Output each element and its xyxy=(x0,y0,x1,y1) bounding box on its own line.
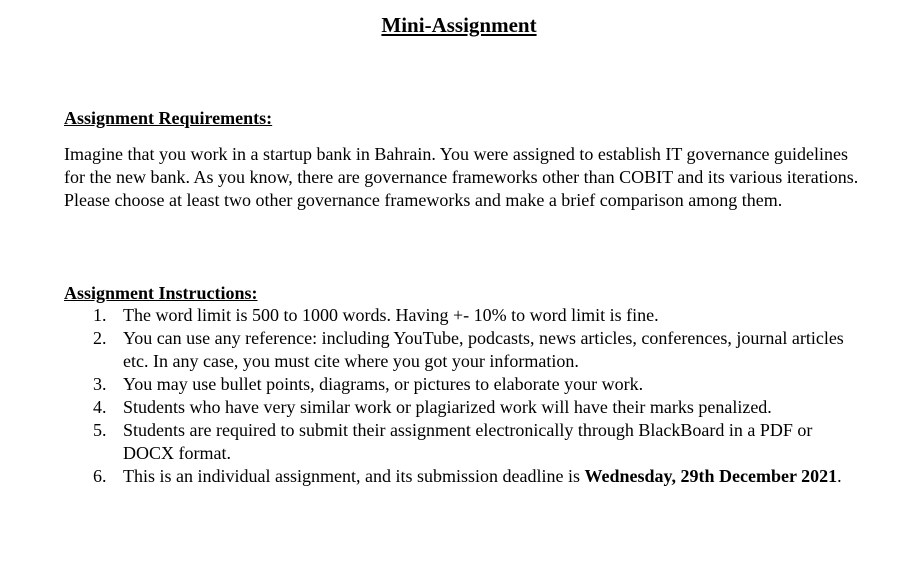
list-item-text: You may use bullet points, diagrams, or pictures to elaborate your work. xyxy=(123,374,644,394)
list-item-text: This is an individual assignment, and its submission deadline is xyxy=(123,466,585,486)
list-item xyxy=(64,304,864,327)
list-item-number: 6. xyxy=(93,466,107,486)
list-item-number: 2. xyxy=(93,328,107,348)
list-item-text: The word limit is 500 to 1000 words. Having +- 10% to word limit is fine. xyxy=(123,305,659,325)
list-item xyxy=(64,465,864,488)
deadline-date: Wednesday, 29th December 2021 xyxy=(584,466,838,486)
requirements-heading: Assignment Requirements: xyxy=(64,108,273,128)
list-item-number: 1. xyxy=(93,305,107,325)
list-item-text: You can use any reference: including YouTube, podcasts, news articles, conferences, journal articles etc. In any case, you must cite where you got your information. xyxy=(123,328,844,371)
list-item xyxy=(64,373,864,396)
requirements-text: Imagine that you work in a startup bank in Bahrain. You were assigned to establish IT governance guidelines for the new bank. As you know, there are governance frameworks other than COBIT and its various iterations. Please choose at least two other governance frameworks and make a brief comparison among them. xyxy=(64,144,859,210)
instructions-heading: Assignment Instructions: xyxy=(64,283,258,303)
list-item-text: Students are required to submit their assignment electronically through BlackBoard in a PDF or DOCX format. xyxy=(123,420,813,463)
list-item xyxy=(64,327,864,373)
list-item-number: 4. xyxy=(93,397,107,417)
list-item-number: 3. xyxy=(93,374,107,394)
list-item xyxy=(64,396,864,419)
page-title: Mini-Assignment xyxy=(381,13,537,37)
list-item-end: . xyxy=(837,466,842,486)
instructions-list xyxy=(64,304,864,488)
list-item-number: 5. xyxy=(93,420,107,440)
list-item xyxy=(64,419,864,465)
list-item-text: Students who have very similar work or plagiarized work will have their marks penalized. xyxy=(123,397,772,417)
